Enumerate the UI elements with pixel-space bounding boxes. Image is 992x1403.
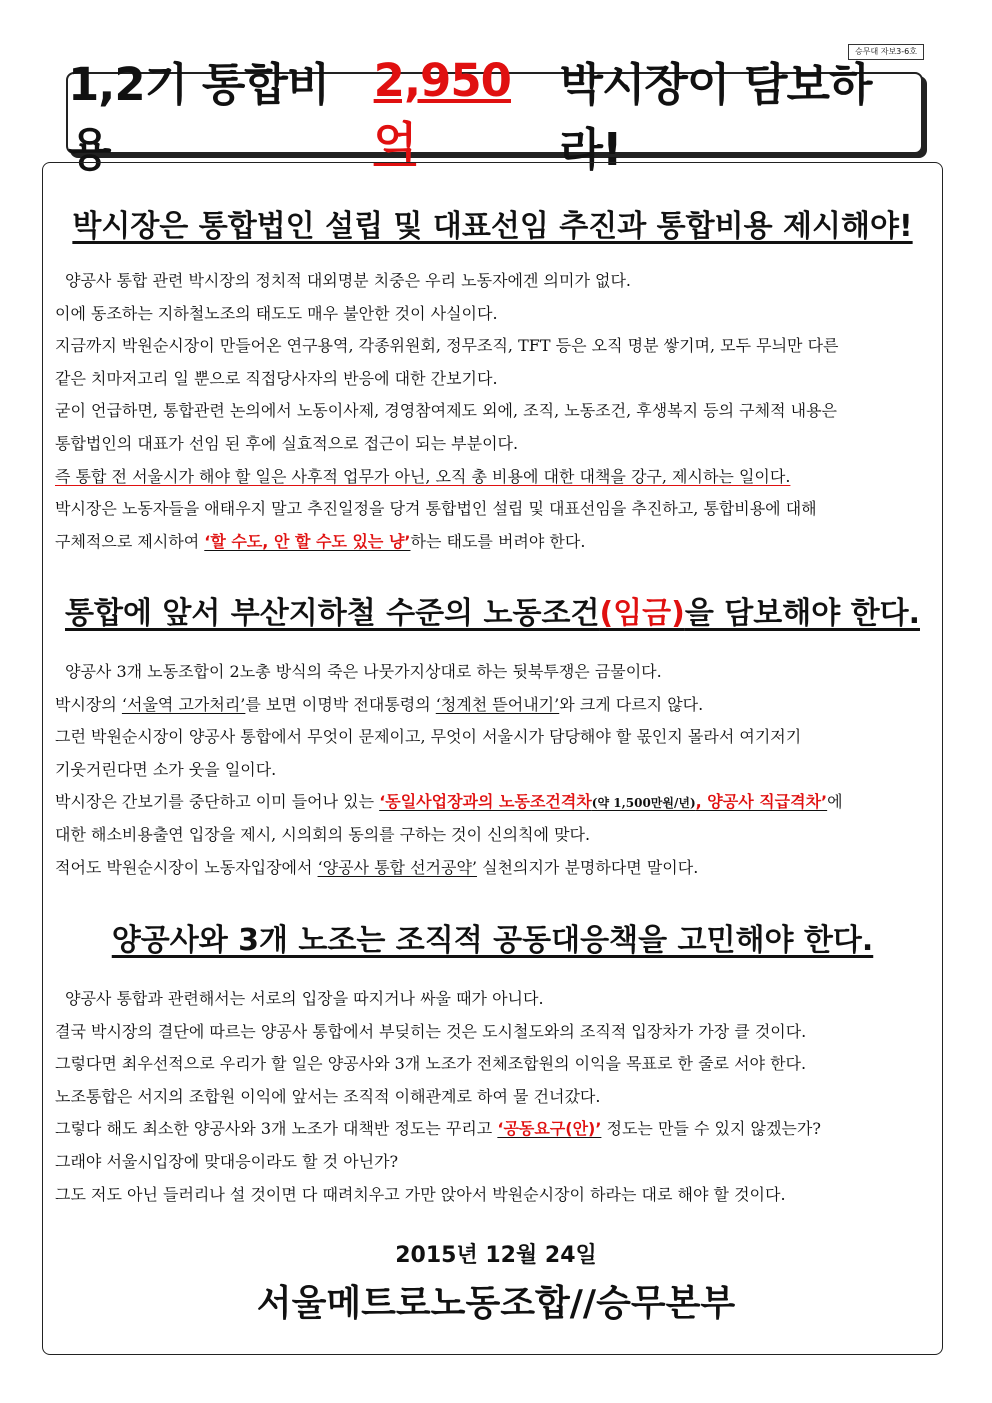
section1-heading: 박시장은 통합법인 설립 및 대표선임 추진과 통합비용 제시해야! xyxy=(72,209,913,244)
section2-line: 그런 박원순시장이 양공사 통합에서 무엇이 문제이고, 무엇이 서울시가 담당해야 할 몫인지 몰라서 여기저기 xyxy=(55,727,802,747)
section2-line: 대한 해소비용출연 입장을 제시, 시의회의 동의를 구하는 것이 신의칙에 맞다. xyxy=(55,824,591,844)
section1-last-line xyxy=(55,526,933,559)
section3-line xyxy=(55,1113,933,1146)
text: 정도는 만들 수 있지 않겠는가? xyxy=(601,1119,821,1139)
section1-line: 굳이 언급하면, 통합관련 논의에서 노동이사제, 경영참여제도 외에, 조직, 노동조건, 후생복지 등의 구체적 내용은 xyxy=(55,401,837,421)
section1-body xyxy=(55,265,933,558)
emphasis: ‘동일사업장과의 노동조건격차 xyxy=(379,792,592,812)
content-box xyxy=(42,162,943,1355)
section3-line: 그도 저도 아닌 들러리나 설 것이면 다 때려치우고 가만 앉아서 박원순시장이 하라는 대로 해야 할 것이다. xyxy=(55,1184,786,1204)
text: 박시장은 간보기를 중단하고 이미 들어나 있는 xyxy=(55,792,380,812)
headline-box xyxy=(66,54,923,176)
text: 박시장의 xyxy=(55,694,122,714)
section1-line: 지금까지 박원순시장이 만들어온 연구용역, 각종위원회, 정무조직, TFT 등은 오직 명분 쌓기며, 모두 무늬만 다른 xyxy=(55,336,839,356)
section3-line: 노조통합은 서지의 조합원 이익에 앞서는 조직적 이해관계로 하여 물 건너갔다. xyxy=(55,1086,601,1106)
text: 그렇다 해도 최소한 양공사와 3개 노조가 대책반 정도는 꾸리고 xyxy=(55,1119,498,1139)
section2-body xyxy=(55,656,933,884)
section3-line: 결국 박시장의 결단에 따르는 양공사 통합에서 부딪히는 것은 도시철도와의 조직적 입장차가 가장 클 것이다. xyxy=(55,1021,807,1041)
text: 하는 태도를 버려야 한다. xyxy=(410,531,586,551)
emphasis: ‘할 수도, 안 할 수도 있는 냥’ xyxy=(204,531,411,551)
section3-line: 그래야 서울시입장에 맞대응이라도 할 것 아닌가? xyxy=(55,1151,399,1171)
section2-heading xyxy=(43,588,942,632)
headline-amount: 2,950억 xyxy=(373,54,511,170)
quote: ‘청계천 뜯어내기’ xyxy=(435,694,560,714)
headline-post: 박시장이 담보하라! xyxy=(559,58,872,176)
headline-pre: 1,2기 통합비용 xyxy=(68,58,330,176)
section1-line: 박시장은 노동자들을 애태우지 말고 추진일정을 당겨 통합법인 설립 및 대표선임을 추진하고, 통합비용에 대해 xyxy=(55,499,817,519)
text: 에 xyxy=(827,792,843,812)
note: (약 1,500만원/년) xyxy=(591,796,696,811)
section1-line: 이에 동조하는 지하철노조의 태도도 매우 불안한 것이 사실이다. xyxy=(55,303,498,323)
heading-text: 통합에 앞서 부산지하철 수준의 노동조건 xyxy=(65,596,600,631)
text: 적어도 박원순시장이 노동자입장에서 xyxy=(55,857,318,877)
date: 2015년 12월 24일 xyxy=(395,1243,597,1268)
section2-line xyxy=(55,689,933,722)
section1-line: 양공사 통합 관련 박시장의 정치적 대외명분 치중은 우리 노동자에겐 의미가 없다. xyxy=(65,271,631,290)
section2-line xyxy=(55,852,933,885)
quote: ‘서울역 고가처리’ xyxy=(121,694,246,714)
section3-body xyxy=(55,983,933,1211)
section3-heading: 양공사와 3개 노조는 조직적 공동대응책을 고민해야 한다. xyxy=(111,923,874,958)
section2-line: 기웃거린다면 소가 웃을 일이다. xyxy=(55,759,277,779)
section3-line: 양공사 통합과 관련해서는 서로의 입장을 따지거나 싸울 때가 아니다. xyxy=(65,989,544,1008)
section2-line: 양공사 3개 노동조합이 2노총 방식의 죽은 나뭇가지상대로 하는 뒷북투쟁은 금물이다. xyxy=(65,662,662,681)
section3-line: 그렇다면 최우선적으로 우리가 할 일은 양공사와 3개 노조가 전체조합원의 이익을 목표로 한 줄로 서야 한다. xyxy=(55,1054,807,1074)
quote: ‘양공사 통합 선거공약’ xyxy=(317,857,478,877)
text: 구체적으로 제시하여 xyxy=(55,531,205,551)
section1-line: 같은 치마저고리 일 뿐으로 직접당사자의 반응에 대한 간보기다. xyxy=(55,368,498,388)
text: 실천의지가 분명하다면 말이다. xyxy=(477,857,699,877)
organization-signature: 서울메트로노동조합//승무본부 xyxy=(256,1283,736,1324)
heading-text: 을 담보해야 한다. xyxy=(684,596,920,631)
section1-line-highlight: 즉 통합 전 서울시가 해야 할 일은 사후적 업무가 아닌, 오직 총 비용에 대한 대책을 강구, 제시하는 일이다. xyxy=(55,466,791,486)
section1-line: 통합법인의 대표가 선임 된 후에 실효적으로 접근이 되는 부분이다. xyxy=(55,433,519,453)
text: 와 크게 다르지 않다. xyxy=(559,694,704,714)
text: 를 보면 이명박 전대통령의 xyxy=(245,694,436,714)
emphasis: ‘공동요구(안)’ xyxy=(497,1119,602,1139)
heading-emphasis: (임금) xyxy=(599,596,685,631)
emphasis: , 양공사 직급격차’ xyxy=(695,792,828,812)
section2-line xyxy=(55,786,933,819)
document-number-tag: 승무대 자보3-6호 xyxy=(848,44,924,60)
